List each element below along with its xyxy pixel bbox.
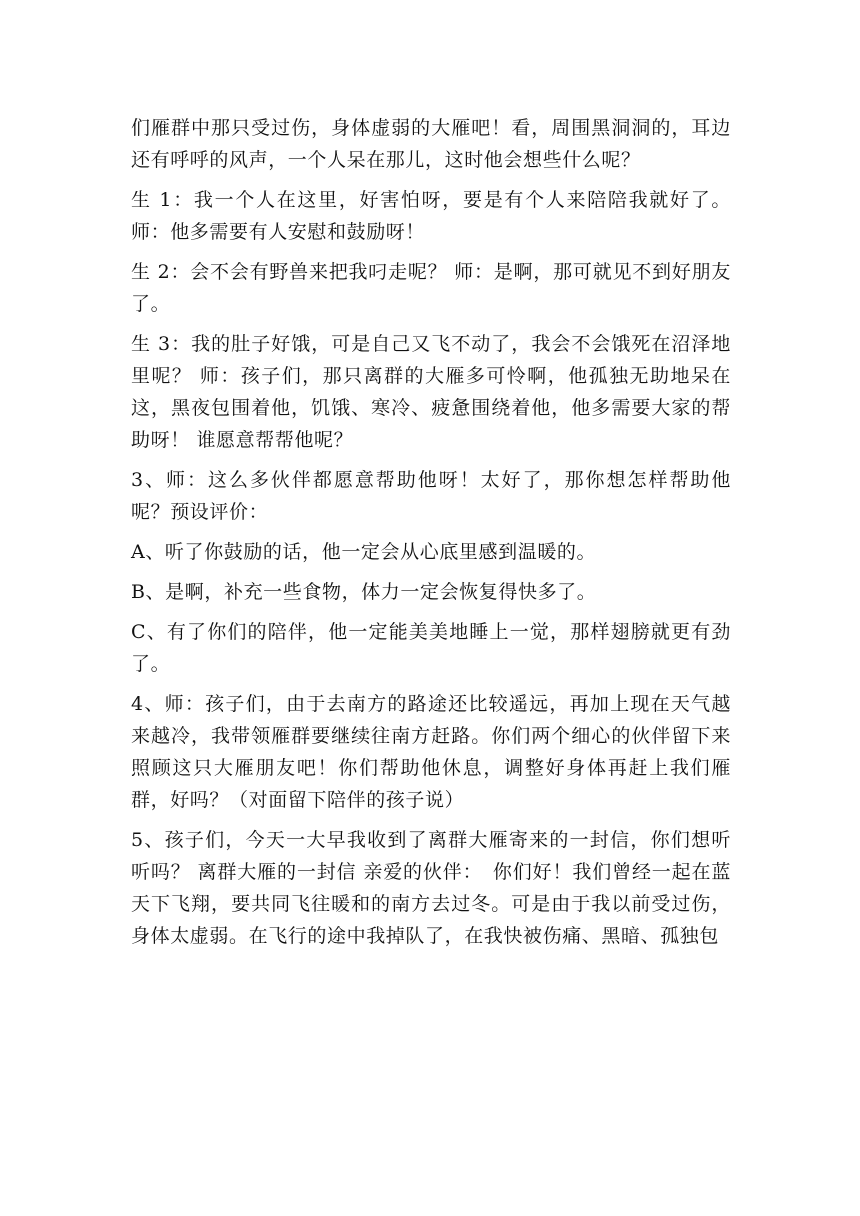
paragraph-1: 们雁群中那只受过伤，身体虚弱的大雁吧！看，周围黑洞洞的，耳边还有呼呼的风声，一个人呆在那儿，这时他会想些什么呢？ (131, 117, 731, 171)
paragraph-5: 3、师：这么多伙伴都愿意帮助他呀！太好了，那你想怎样帮助他呢？预设评价： (131, 469, 731, 523)
paragraph-6: A、听了你鼓励的话，他一定会从心底里感到温暖的。 (131, 541, 597, 563)
paragraph-2: 生 1：我一个人在这里，好害怕呀，要是有个人来陪陪我就好了。 师：他多需要有人安慰和鼓励呀！ (131, 189, 731, 243)
document-page (131, 112, 731, 960)
paragraph-7: B、是啊，补充一些食物，体力一定会恢复得快多了。 (131, 581, 597, 603)
paragraph-10: 5、孩子们，今天一大早我收到了离群大雁寄来的一封信，你们想听听吗？ 离群大雁的一封信 亲爱的伙伴： 你们好！我们曾经一起在蓝天下飞翔，要共同飞往暖和的南方去过冬。可是由于我以前受过伤，身体太虚弱。在飞行的途中我掉队了，在我快被伤痛、黑暗、孤独包 (131, 829, 731, 947)
paragraph-9: 4、师：孩子们，由于去南方的路途还比较遥远，再加上现在天气越来越冷，我带领雁群要继续往南方赶路。你们两个细心的伙伴留下来照顾这只大雁朋友吧！你们帮助他休息，调整好身体再赶上我们雁群，好吗？（对面留下陪伴的孩子说） (131, 693, 731, 811)
paragraph-3: 生 2：会不会有野兽来把我叼走呢？ 师：是啊，那可就见不到好朋友了。 (131, 261, 731, 315)
paragraph-8: C、有了你们的陪伴，他一定能美美地睡上一觉，那样翅膀就更有劲了。 (131, 621, 731, 675)
paragraph-4: 生 3：我的肚子好饿，可是自己又飞不动了，我会不会饿死在沼泽地里呢？ 师：孩子们，那只离群的大雁多可怜啊，他孤独无助地呆在这，黑夜包围着他，饥饿、寒冷、疲惫围绕着他，他多需要大家的帮助呀！ 谁愿意帮帮他呢？ (131, 333, 731, 451)
